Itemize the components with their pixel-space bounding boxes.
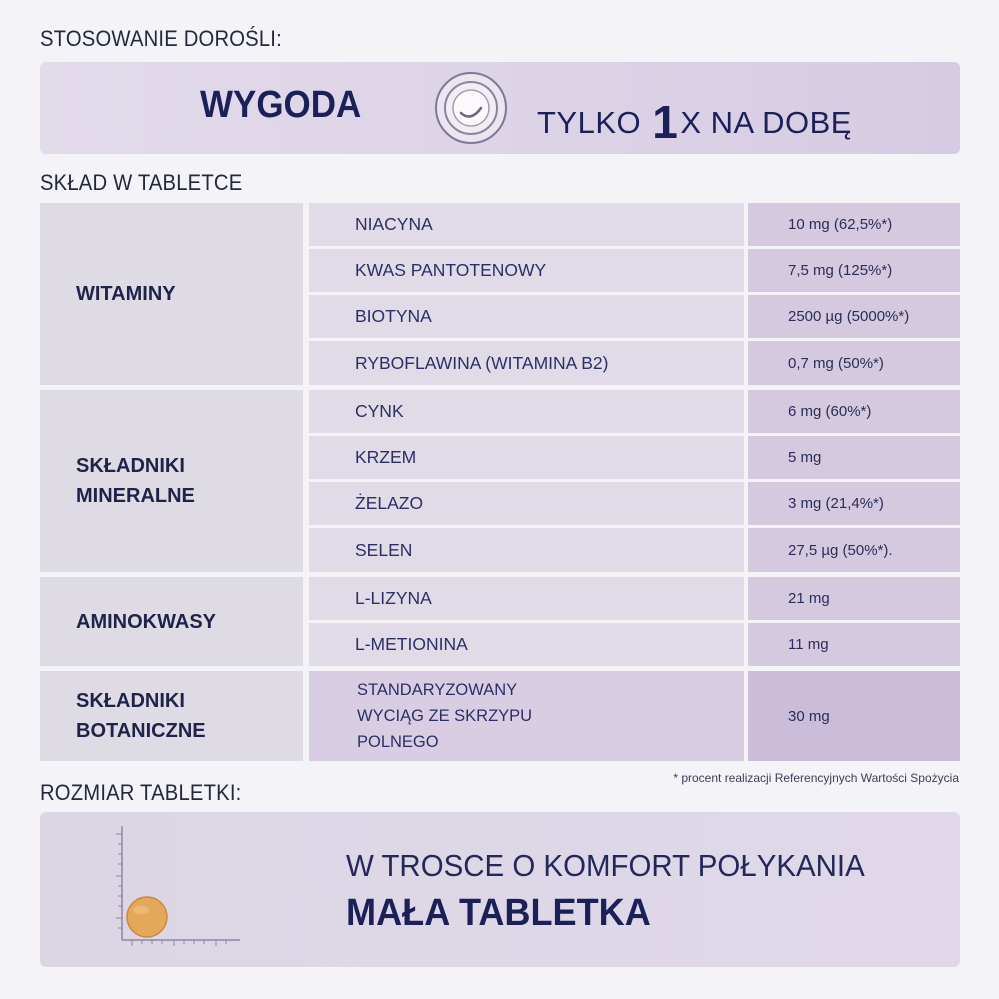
ingredient-amount: 3 mg (21,4%*) <box>748 482 960 525</box>
comfort-text: W TROSCE O KOMFORT POŁYKANIA <box>346 848 865 883</box>
ingredient-name: L-METIONINA <box>309 623 744 666</box>
ingredient-amount: 7,5 mg (125%*) <box>748 249 960 292</box>
group-amino-acids: AMINOKWASY <box>40 577 303 666</box>
ingredient-amount: 11 mg <box>748 623 960 666</box>
ingredient-amount: 27,5 µg (50%*). <box>748 528 960 572</box>
ingredient-name: BIOTYNA <box>309 295 744 338</box>
dose-prefix: TYLKO <box>537 105 642 140</box>
dose-number: 1 <box>652 96 679 148</box>
ingredient-name: ŻELAZO <box>309 482 744 525</box>
ingredient-name: NIACYNA <box>309 203 744 246</box>
footnote: * procent realizacji Referencyjnych Wartości Spożycia <box>673 771 959 785</box>
group-minerals: SKŁADNIKI MINERALNE <box>40 390 303 572</box>
ingredient-amount: 2500 µg (5000%*) <box>748 295 960 338</box>
tablet-size-section-label: ROZMIAR TABLETKI: <box>40 780 242 805</box>
dose-suffix: X NA DOBĘ <box>680 105 852 140</box>
composition-section-label: SKŁAD W TABLETCE <box>40 170 243 195</box>
ingredient-name: SELEN <box>309 528 744 572</box>
ingredient-name: CYNK <box>309 390 744 433</box>
ingredient-name: RYBOFLAWINA (WITAMINA B2) <box>309 341 744 385</box>
ingredient-name: KWAS PANTOTENOWY <box>309 249 744 292</box>
dose-frequency <box>537 90 852 148</box>
small-tablet-heading: MAŁA TABLETKA <box>346 892 651 934</box>
ingredient-amount: 0,7 mg (50%*) <box>748 341 960 385</box>
ingredient-name: L-LIZYNA <box>309 577 744 620</box>
tablet-ruler-illustration <box>90 820 250 965</box>
usage-section-label: STOSOWANIE DOROŚLI: <box>40 26 282 51</box>
dosage-banner <box>40 62 960 154</box>
ingredient-name: STANDARYZOWANY WYCIĄG ZE SKRZYPU POLNEGO <box>309 671 744 761</box>
ingredient-amount: 30 mg <box>748 671 960 761</box>
group-botanicals: SKŁADNIKI BOTANICZNE <box>40 671 303 761</box>
once-daily-icon <box>433 70 509 146</box>
convenience-heading: WYGODA <box>200 84 362 126</box>
group-vitamins: WITAMINY <box>40 203 303 385</box>
tablet-size-panel <box>40 812 960 967</box>
ingredient-amount: 6 mg (60%*) <box>748 390 960 433</box>
ingredient-amount: 10 mg (62,5%*) <box>748 203 960 246</box>
ingredient-amount: 5 mg <box>748 436 960 479</box>
ingredient-name: KRZEM <box>309 436 744 479</box>
ingredient-amount: 21 mg <box>748 577 960 620</box>
